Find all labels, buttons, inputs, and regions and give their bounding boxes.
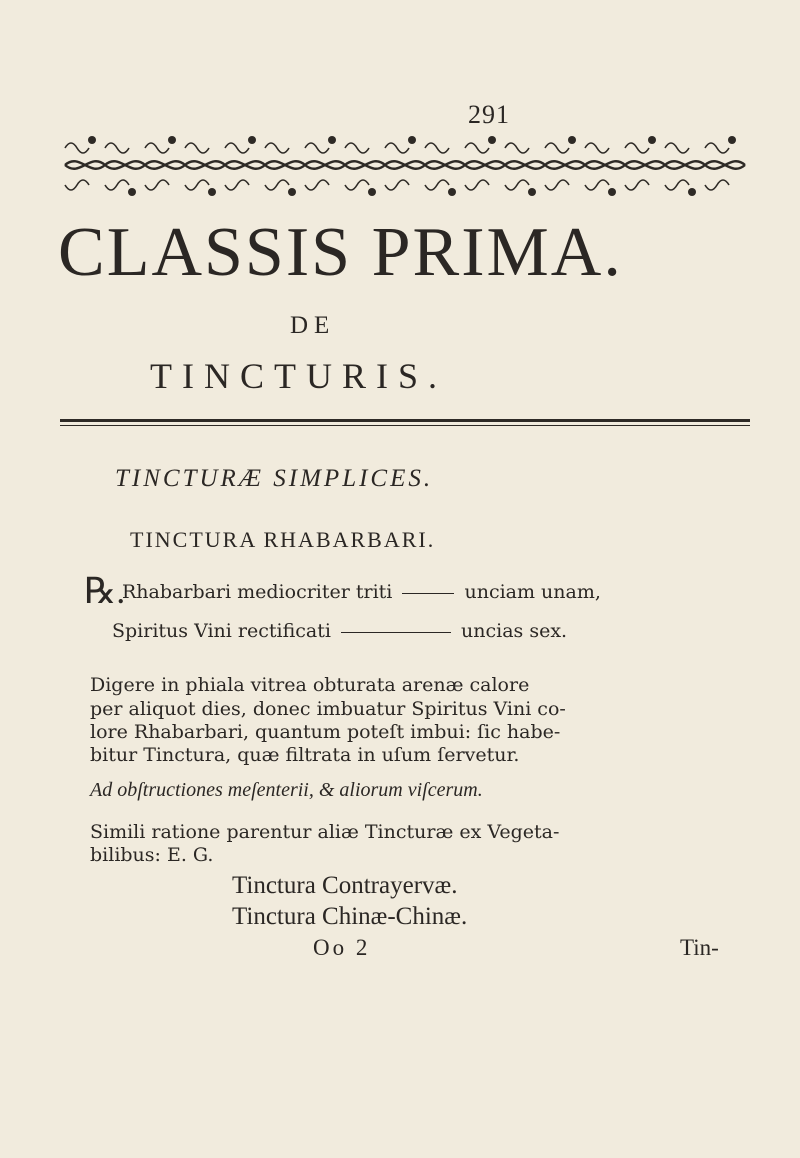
indication-line: Ad obſtructiones meſenterii, & aliorum viſcerum. bbox=[90, 779, 483, 801]
quantity-uncias-sex: uncias sex. bbox=[461, 620, 568, 642]
tinctura-item: Tinctura Contrayervæ. bbox=[232, 872, 458, 899]
simili-line: bilibus: E. G. bbox=[90, 844, 214, 866]
quantity-unciam-unam: unciam unam, bbox=[464, 581, 601, 603]
dash-rule bbox=[341, 632, 451, 633]
ingredient-rhabarbari: Rhabarbari mediocriter triti bbox=[122, 581, 393, 603]
simili-line: Simili ratione parentur aliæ Tincturæ ex Vegeta- bbox=[90, 821, 560, 843]
de-heading: DE bbox=[290, 312, 336, 339]
recipe-line-2 bbox=[112, 622, 772, 641]
class-title: CLASSIS PRIMA. bbox=[58, 214, 623, 291]
body-line: per aliquot dies, donec imbuatur Spiritus Vini co- bbox=[90, 698, 566, 720]
recipe-line-1 bbox=[122, 583, 782, 602]
decorative-ornament-band bbox=[60, 130, 750, 200]
body-line: Digere in phiala vitrea obturata arenæ calore bbox=[90, 674, 530, 696]
page-number: 291 bbox=[468, 100, 510, 129]
tinctura-item: Tinctura Chinæ-Chinæ. bbox=[232, 903, 468, 930]
catchword: Tin- bbox=[680, 935, 719, 960]
recipe-title: TINCTURA RHABARBARI. bbox=[130, 527, 436, 552]
ingredient-spiritus-vini: Spiritus Vini rectificati bbox=[112, 620, 331, 642]
body-line: lore Rhabarbari, quantum poteſt imbui: ſic habe- bbox=[90, 721, 561, 743]
double-rule-thick bbox=[60, 419, 750, 422]
recipe-symbol: ℞. bbox=[84, 571, 126, 611]
dash-rule bbox=[402, 593, 454, 594]
signature-mark: Oo 2 bbox=[313, 935, 371, 960]
double-rule-thin bbox=[60, 425, 750, 426]
tincturis-heading: TINCTURIS. bbox=[150, 356, 447, 396]
section-heading: TINCTURÆ SIMPLICES. bbox=[115, 465, 434, 492]
body-line: bitur Tinctura, quæ filtrata in uſum ſervetur. bbox=[90, 744, 520, 766]
